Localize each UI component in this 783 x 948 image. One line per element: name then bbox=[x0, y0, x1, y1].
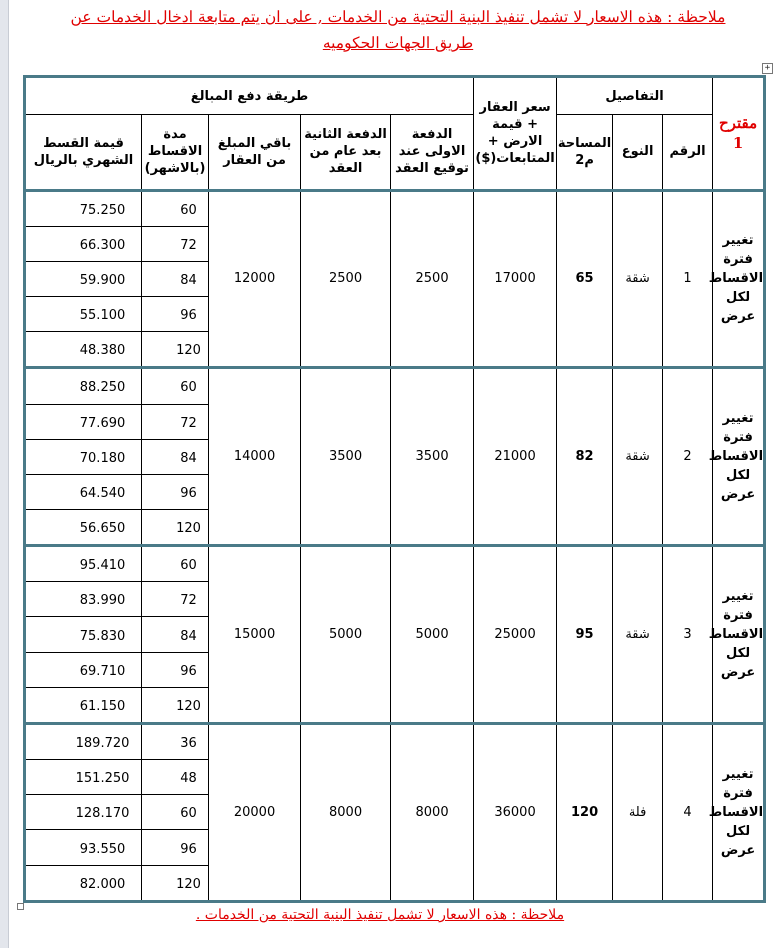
remaining-amount: 20000 bbox=[209, 723, 301, 901]
monthly-installment: 75.250 bbox=[25, 190, 142, 226]
installment-months: 72 bbox=[142, 226, 209, 261]
remaining-amount: 15000 bbox=[209, 546, 301, 724]
monthly-installment: 48.380 bbox=[25, 332, 142, 368]
monthly-installment: 70.180 bbox=[25, 439, 142, 474]
proposal-header: مقترح 1 bbox=[713, 77, 765, 191]
bottom-note: ملاحظة : هذه الاسعار لا تشمل تنفيذ البنية التحتية من الخدمات . bbox=[195, 907, 565, 923]
monthly-installment-header: قيمة القسط الشهري بالريال bbox=[25, 115, 142, 190]
monthly-installment: 56.650 bbox=[25, 509, 142, 545]
first-payment: 5000 bbox=[391, 546, 474, 724]
table-move-handle-icon[interactable]: + bbox=[762, 63, 773, 74]
monthly-installment: 66.300 bbox=[25, 226, 142, 261]
unit-area: 65 bbox=[557, 190, 613, 368]
unit-type: شقة bbox=[613, 190, 663, 368]
monthly-installment: 88.250 bbox=[25, 368, 142, 404]
installment-months: 60 bbox=[142, 795, 209, 830]
monthly-installment: 61.150 bbox=[25, 687, 142, 723]
first-payment: 8000 bbox=[391, 723, 474, 901]
installment-months: 48 bbox=[142, 760, 209, 795]
first-payment: 3500 bbox=[391, 368, 474, 546]
remaining-amount: 12000 bbox=[209, 190, 301, 368]
first-payment-header: الدفعة الاولى عند توقيع العقد bbox=[391, 115, 474, 190]
table-resize-handle-icon[interactable] bbox=[17, 903, 24, 910]
monthly-installment: 189.720 bbox=[25, 723, 142, 759]
group-label: تغيير فترة الاقساط لكل عرض bbox=[713, 723, 765, 901]
installment-months: 72 bbox=[142, 582, 209, 617]
installment-months: 60 bbox=[142, 368, 209, 404]
monthly-installment: 151.250 bbox=[25, 760, 142, 795]
unit-price: 17000 bbox=[474, 190, 557, 368]
second-payment: 8000 bbox=[301, 723, 391, 901]
table-row bbox=[25, 368, 765, 404]
monthly-installment: 75.830 bbox=[25, 617, 142, 652]
price-header: سعر العقار + قيمة الارض + المتابعات($) bbox=[474, 77, 557, 191]
installment-months: 36 bbox=[142, 723, 209, 759]
monthly-installment: 93.550 bbox=[25, 830, 142, 865]
installment-months: 120 bbox=[142, 509, 209, 545]
unit-type: شقة bbox=[613, 546, 663, 724]
second-payment-header: الدفعة الثانية بعد عام من العقد bbox=[301, 115, 391, 190]
installment-months: 72 bbox=[142, 404, 209, 439]
top-note: ملاحظة : هذه الاسعار لا تشمل تنفيذ البنية التحتية من الخدمات , على ان يتم متابعة ادخال الخدمات عن طريق الجهات الحكوميه bbox=[70, 8, 726, 52]
monthly-installment: 69.710 bbox=[25, 652, 142, 687]
installment-months: 96 bbox=[142, 474, 209, 509]
second-payment: 5000 bbox=[301, 546, 391, 724]
monthly-installment: 128.170 bbox=[25, 795, 142, 830]
installment-months: 60 bbox=[142, 190, 209, 226]
unit-type: فلة bbox=[613, 723, 663, 901]
left-scroll-margin bbox=[0, 0, 9, 948]
unit-number: 3 bbox=[663, 546, 713, 724]
unit-price: 36000 bbox=[474, 723, 557, 901]
unit-number: 4 bbox=[663, 723, 713, 901]
monthly-installment: 95.410 bbox=[25, 546, 142, 582]
unit-type: شقة bbox=[613, 368, 663, 546]
details-header: التفاصيل bbox=[557, 77, 713, 115]
pricing-table bbox=[23, 75, 766, 903]
installment-months: 60 bbox=[142, 546, 209, 582]
table-row bbox=[25, 190, 765, 226]
installment-months: 96 bbox=[142, 652, 209, 687]
payment-method-header: طريقة دفع المبالغ bbox=[25, 77, 474, 115]
type-header: النوع bbox=[613, 115, 663, 190]
monthly-installment: 55.100 bbox=[25, 297, 142, 332]
unit-area: 120 bbox=[557, 723, 613, 901]
unit-area: 82 bbox=[557, 368, 613, 546]
number-header: الرقم bbox=[663, 115, 713, 190]
first-payment: 2500 bbox=[391, 190, 474, 368]
monthly-installment: 82.000 bbox=[25, 865, 142, 901]
unit-area: 95 bbox=[557, 546, 613, 724]
installment-period-header: مدة الاقساط (بالاشهر) bbox=[142, 115, 209, 190]
unit-price: 21000 bbox=[474, 368, 557, 546]
remaining-header: باقي المبلغ من العقار bbox=[209, 115, 301, 190]
table-row bbox=[25, 723, 765, 759]
unit-number: 2 bbox=[663, 368, 713, 546]
group-label: تغيير فترة الاقساط لكل عرض bbox=[713, 546, 765, 724]
installment-months: 84 bbox=[142, 617, 209, 652]
monthly-installment: 77.690 bbox=[25, 404, 142, 439]
group-label: تغيير فترة الاقساط لكل عرض bbox=[713, 368, 765, 546]
monthly-installment: 83.990 bbox=[25, 582, 142, 617]
unit-price: 25000 bbox=[474, 546, 557, 724]
monthly-installment: 64.540 bbox=[25, 474, 142, 509]
installment-months: 120 bbox=[142, 687, 209, 723]
unit-number: 1 bbox=[663, 190, 713, 368]
second-payment: 3500 bbox=[301, 368, 391, 546]
installment-months: 96 bbox=[142, 297, 209, 332]
installment-months: 120 bbox=[142, 332, 209, 368]
table-row bbox=[25, 546, 765, 582]
second-payment: 2500 bbox=[301, 190, 391, 368]
installment-months: 84 bbox=[142, 439, 209, 474]
monthly-installment: 59.900 bbox=[25, 261, 142, 296]
installment-months: 96 bbox=[142, 830, 209, 865]
installment-months: 120 bbox=[142, 865, 209, 901]
group-label: تغيير فترة الاقساط لكل عرض bbox=[713, 190, 765, 368]
remaining-amount: 14000 bbox=[209, 368, 301, 546]
installment-months: 84 bbox=[142, 261, 209, 296]
area-header: المساحة م2 bbox=[557, 115, 613, 190]
